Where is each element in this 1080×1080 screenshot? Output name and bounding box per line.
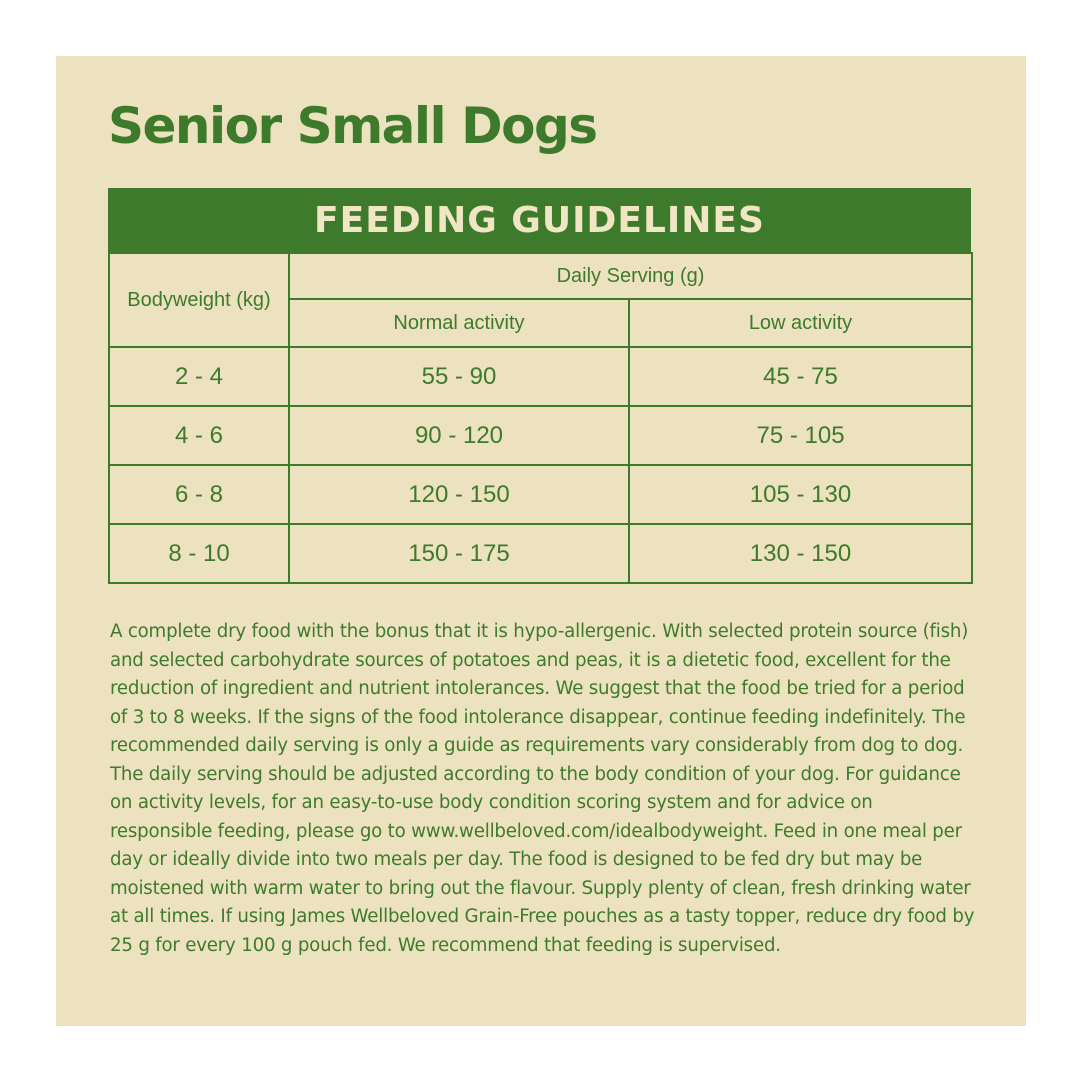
- table-row: [109, 347, 972, 406]
- low-activity-cell: 45 - 75: [629, 347, 972, 406]
- daily-serving-header: Daily Serving (g): [289, 253, 972, 299]
- table-heading: FEEDING GUIDELINES: [108, 188, 971, 252]
- bodyweight-cell: 6 - 8: [109, 465, 289, 524]
- low-activity-cell: 130 - 150: [629, 524, 972, 583]
- feeding-description: A complete dry food with the bonus that it is hypo-allergenic. With selected protein source (fish) and selected carbohydrate sources of potatoes and peas, it is a dietetic food, excellent for the reduction of ingredient and nutrient intolerances. We suggest that the food be tried for a period of 3 to 8 weeks. If the signs of the food intolerance disappear, continue feeding indefinitely. The recommended daily serving is only a guide as requirements vary considerably from dog to dog. The daily serving should be adjusted according to the body condition of your dog. For guidance on activity levels, for an easy-to-use body condition scoring system and for advice on responsible feeding, please go to www.wellbeloved.com/idealbodyweight. Feed in one meal per day or ideally divide into two meals per day. The food is designed to be fed dry but may be moistened with warm water to bring out the flavour. Supply plenty of clean, fresh drinking water at all times. If using James Wellbeloved Grain-Free pouches as a tasty topper, reduce dry food by 25 g for every 100 g pouch fed. We recommend that feeding is supervised.: [110, 621, 975, 956]
- low-activity-cell: 105 - 130: [629, 465, 972, 524]
- table-row: [109, 406, 972, 465]
- table-row: [109, 524, 972, 583]
- normal-activity-cell: 90 - 120: [289, 406, 629, 465]
- feeding-guide-panel: [56, 56, 1026, 1026]
- feeding-table-container: [108, 188, 971, 584]
- normal-activity-cell: 120 - 150: [289, 465, 629, 524]
- low-activity-header: Low activity: [629, 299, 972, 347]
- bodyweight-cell: 8 - 10: [109, 524, 289, 583]
- bodyweight-column-header: Bodyweight (kg): [109, 253, 289, 347]
- table-row: [109, 465, 972, 524]
- page-title: Senior Small Dogs: [108, 97, 597, 155]
- bodyweight-cell: 2 - 4: [109, 347, 289, 406]
- normal-activity-cell: 150 - 175: [289, 524, 629, 583]
- normal-activity-cell: 55 - 90: [289, 347, 629, 406]
- feeding-table: [108, 252, 973, 584]
- normal-activity-header: Normal activity: [289, 299, 629, 347]
- bodyweight-cell: 4 - 6: [109, 406, 289, 465]
- low-activity-cell: 75 - 105: [629, 406, 972, 465]
